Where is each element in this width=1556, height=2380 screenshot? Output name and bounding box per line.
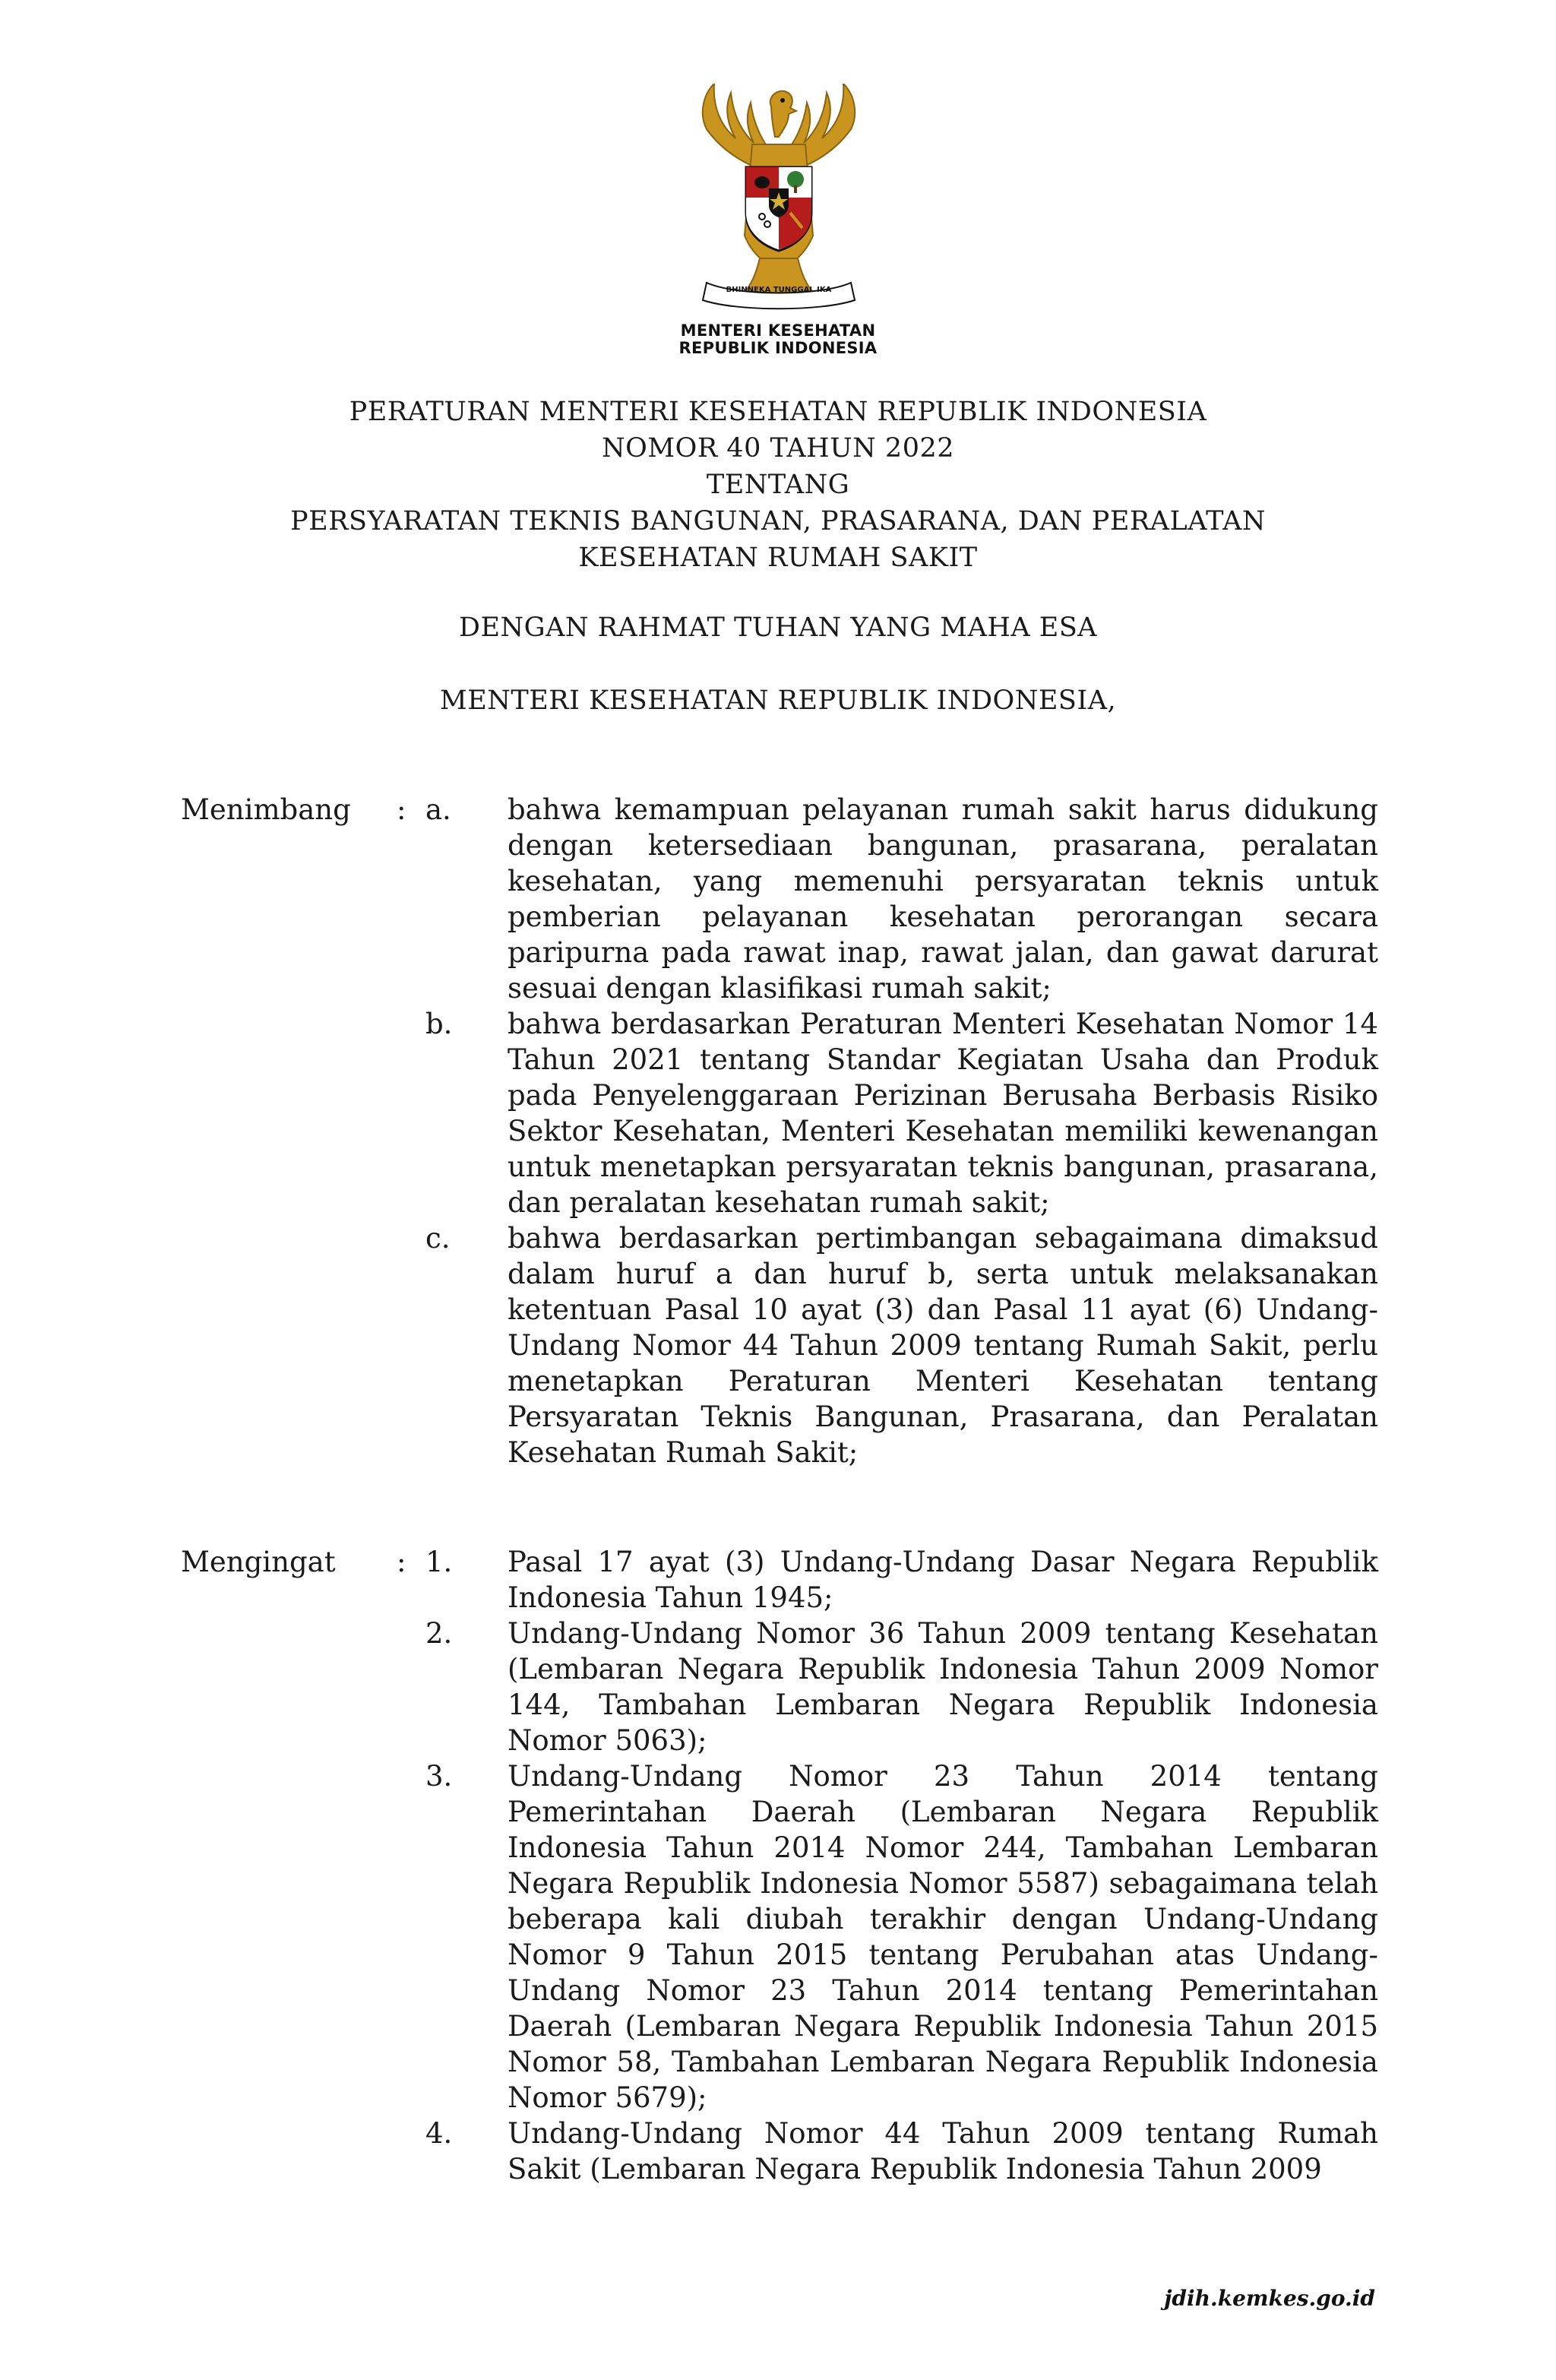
mengingat-item — [0, 1544, 1556, 1616]
invocation — [0, 609, 1556, 646]
garuda-emblem-icon — [661, 84, 897, 312]
menimbang-item-marker: c. — [425, 1222, 451, 1255]
menimbang-item — [0, 1006, 1556, 1220]
authority — [0, 682, 1556, 719]
mengingat-list — [0, 1544, 1556, 2187]
menimbang-label: Menimbang — [181, 793, 351, 826]
title-line3: TENTANG — [706, 470, 850, 500]
menimbang-item-text: bahwa berdasarkan pertimbangan sebagaimana dimaksud dalam huruf a dan huruf b, serta untuk melaksanakan ketentuan Pasal 10 ayat (3) dan Pasal 11 ayat (6) Undang-Undang Nomor 44 Tahun 2009 tentang Rumah Sakit, perlu menetapkan Peraturan Menteri Kesehatan tentang Persyaratan Teknis Bangunan, Prasarana, dan Peralatan Kesehatan Rumah Sakit; — [508, 1222, 1378, 1469]
invocation-text: DENGAN RAHMAT TUHAN YANG MAHA ESA — [458, 612, 1098, 643]
regulation-title — [0, 394, 1556, 576]
menimbang-item-text: bahwa kemampuan pelayanan rumah sakit harus didukung dengan ketersediaan bangunan, prasarana, peralatan kesehatan, yang memenuhi persyaratan teknis untuk pemberian pelayanan kesehatan perorangan secara paripurna pada rawat inap, rawat jalan, dan gawat darurat sesuai dengan klasifikasi rumah sakit; — [508, 793, 1378, 1005]
menimbang-colon: : — [397, 793, 406, 826]
mengingat-item — [0, 1758, 1556, 2116]
mengingat-item-text: Pasal 17 ayat (3) Undang-Undang Dasar Negara Republik Indonesia Tahun 1945; — [508, 1546, 1378, 1614]
title-line4: PERSYARATAN TEKNIS BANGUNAN, PRASARANA, DAN PERALATAN — [290, 506, 1266, 536]
mengingat-item-text: Undang-Undang Nomor 44 Tahun 2009 tentang Rumah Sakit (Lembaran Negara Republik Indonesia Tahun 2009 — [508, 2117, 1378, 2185]
mengingat-item-marker: 4. — [425, 2117, 453, 2150]
menimbang-list — [0, 792, 1556, 1470]
mengingat-item-marker: 2. — [425, 1617, 453, 1650]
mengingat-item-text: Undang-Undang Nomor 36 Tahun 2009 tentang Kesehatan (Lembaran Negara Republik Indonesia Tahun 2009 Nomor 144, Tambahan Lembaran Negara Republik Indonesia Nomor 5063); — [508, 1617, 1378, 1757]
authority-text: MENTERI KESEHATAN REPUBLIK INDONESIA, — [439, 685, 1117, 716]
mengingat-item-text: Undang-Undang Nomor 23 Tahun 2014 tentang Pemerintahan Daerah (Lembaran Negara Republik Indonesia Tahun 2014 Nomor 244, Tambahan Lembaran Negara Republik Indonesia Nomor 5587) sebagaimana telah beberapa kali diubah terakhir dengan Undang-Undang Nomor 9 Tahun 2015 tentang Perubahan atas Undang-Undang Nomor 23 Tahun 2014 tentang Pemerintahan Daerah (Lembaran Negara Republik Indonesia Tahun 2015 Nomor 58, Tambahan Lembaran Negara Republik Indonesia Nomor 5679); — [508, 1760, 1378, 2114]
mengingat-item-marker: 3. — [425, 1760, 453, 1793]
title-line1: PERATURAN MENTERI KESEHATAN REPUBLIK INDONESIA — [349, 397, 1207, 427]
menimbang-item-text: bahwa berdasarkan Peraturan Menteri Kesehatan Nomor 14 Tahun 2021 tentang Standar Kegiatan Usaha dan Produk pada Penyelenggaraan Perizinan Berusaha Berbasis Risiko Sektor Kesehatan, Menteri Kesehatan memiliki kewenangan untuk menetapkan persyaratan teknis bangunan, prasarana, dan peralatan kesehatan rumah sakit; — [508, 1008, 1378, 1219]
head-shape — [770, 91, 796, 137]
menimbang-item — [0, 792, 1556, 1006]
shield-icon — [746, 167, 811, 251]
emblem-motto: BHINNEKA TUNGGAL IKA — [726, 286, 832, 294]
mengingat-item-marker: 1. — [425, 1546, 453, 1578]
mengingat-item — [0, 2116, 1556, 2187]
mengingat-label: Mengingat — [181, 1546, 336, 1578]
emblem-caption-line2: REPUBLIK INDONESIA — [678, 339, 878, 357]
title-line5: KESEHATAN RUMAH SAKIT — [578, 543, 978, 573]
menimbang-item — [0, 1220, 1556, 1470]
title-line2: NOMOR 40 TAHUN 2022 — [601, 433, 955, 464]
footer-url: jdih.kemkes.go.id — [1164, 2286, 1375, 2311]
mengingat-item — [0, 1616, 1556, 1758]
menimbang-item-marker: a. — [425, 793, 451, 826]
menimbang-item-marker: b. — [425, 1008, 453, 1040]
emblem-caption-line1: MENTERI KESEHATAN — [680, 321, 876, 340]
emblem-caption — [626, 322, 930, 357]
mengingat-colon: : — [397, 1546, 406, 1578]
